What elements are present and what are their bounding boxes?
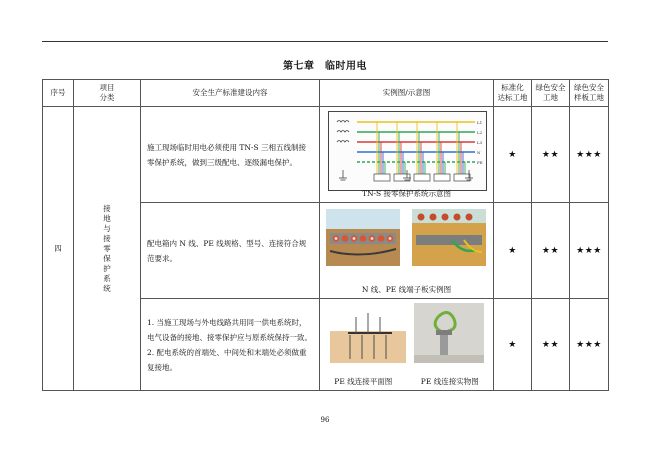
line-label-n: N: [477, 150, 481, 155]
content-text: 1. 当施工现场与外电线路共用同一供电系统时，电气设备的接地、接零保护应与原系统保持一致。 2. 配电系统的首端处、中间处和末端处必须做重复接地。: [147, 317, 312, 372]
illustration-captions: [320, 376, 493, 387]
line-label-l2: L2: [477, 130, 483, 135]
green-rating: ★★: [532, 299, 570, 391]
illustration-caption: PE 线连接平面图: [334, 377, 393, 386]
transformer-coils-icon: [337, 121, 349, 143]
standard-rating: ★: [494, 107, 532, 203]
green-model-rating: ★★★: [570, 203, 609, 299]
seq-cell: 四: [43, 107, 74, 391]
category-text: 接地与接零保护系统: [103, 203, 111, 293]
pe-photo: [414, 303, 484, 363]
header-seq: 序号: [43, 80, 74, 107]
standards-table: [42, 79, 609, 391]
content-text: 施工现场临时用电必须使用 TN-S 三相五线制接零保护系统，做到三级配电、逐级漏电保护。: [147, 142, 307, 167]
content-cell: [141, 203, 320, 299]
page-number: 96: [320, 416, 330, 424]
line-label-l3: L3: [477, 140, 483, 145]
green-model-rating: ★★★: [570, 107, 609, 203]
tns-diagram: [328, 111, 487, 191]
tns-wiring-diagram: [329, 112, 486, 190]
header-green: 绿色安全 工地: [532, 80, 570, 107]
pe-terminal-photo: [412, 209, 486, 266]
illustration-caption: N 线、PE 线端子板实例图: [361, 285, 452, 294]
illustration-caption: PE 线连接实物图: [420, 377, 479, 386]
header-illustration: 实例图/示意图: [320, 80, 494, 107]
header-rule: [42, 41, 608, 42]
content-cell: [141, 299, 320, 391]
content-text: 配电箱内 N 线、PE 线规格、型号、连接符合规范要求。: [147, 238, 307, 263]
line-label-l1: L1: [477, 120, 483, 125]
pe-plan-drawing: [330, 303, 406, 363]
standard-rating: ★: [494, 299, 532, 391]
equipment-box: [414, 174, 430, 181]
table-row: [43, 107, 609, 203]
header-green-model: 绿色安全 样板工地: [570, 80, 609, 107]
illustration-caption: TN-S 接零保护系统示意图: [361, 189, 452, 198]
table-header-row: [43, 80, 609, 107]
standard-rating: ★: [494, 203, 532, 299]
n-terminal-photo: [326, 209, 400, 266]
green-model-rating: ★★★: [570, 299, 609, 391]
terminal-photos-figure: [320, 203, 493, 298]
illustration-cell: [320, 299, 494, 391]
line-label-pe: PE: [477, 160, 483, 165]
equipment-box: [374, 174, 390, 181]
illustration-cell: [320, 203, 494, 299]
green-rating: ★★: [532, 107, 570, 203]
illustration-cell: [320, 107, 494, 203]
equipment-box: [434, 174, 450, 181]
line-labels: [477, 120, 483, 165]
header-category: 项目 分类: [74, 80, 141, 107]
pe-connection-figure: [320, 299, 493, 390]
header-standard: 标准化 达标工地: [494, 80, 532, 107]
chapter-title: 第七章 临时用电: [283, 61, 367, 72]
content-cell: [141, 107, 320, 203]
header-content: 安全生产标准建设内容: [141, 80, 320, 107]
category-cell: [74, 107, 141, 391]
tns-diagram-figure: [320, 107, 493, 202]
green-rating: ★★: [532, 203, 570, 299]
